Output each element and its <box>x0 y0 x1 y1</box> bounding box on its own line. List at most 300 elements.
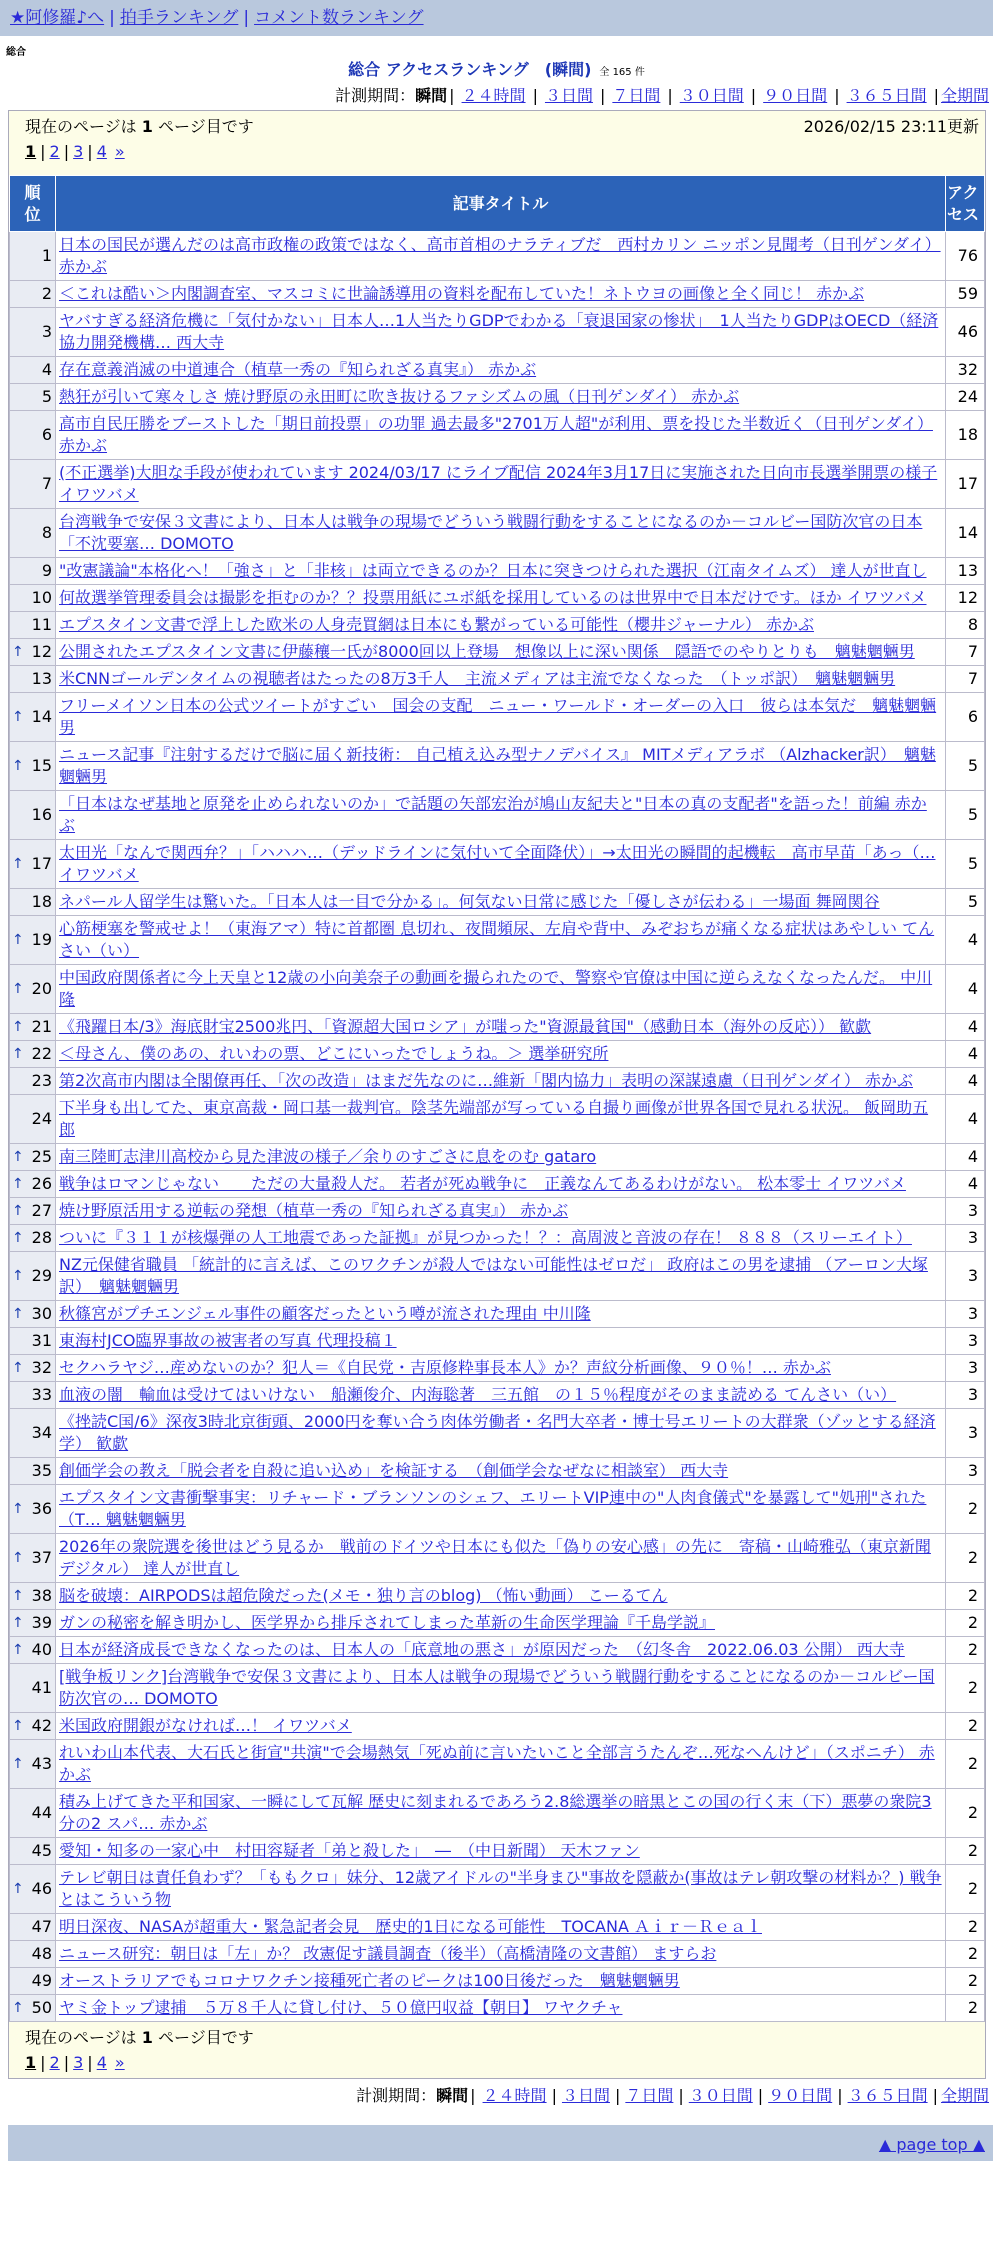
article-title-link[interactable]: 《飛躍日本/3》海底財宝2500兆円、「資源超大国ロシア」が嗤った"資源最貧国"（感動日本（海外の反応）） 歓歔 <box>59 1017 872 1036</box>
table-row <box>10 460 985 509</box>
title-cell <box>56 1225 946 1252</box>
rank-number: 42 <box>31 1716 52 1735</box>
rank-up-arrow-icon: ↑ <box>12 1615 24 1631</box>
rank-up-arrow-icon: ↑ <box>12 644 24 660</box>
rank-number: 13 <box>31 669 52 688</box>
rank-cell <box>10 1095 56 1144</box>
article-title-link[interactable]: 米国政府開銀がなければ…！ イワツバメ <box>59 1716 352 1735</box>
period-link-90d[interactable]: ９０日間 <box>763 86 828 105</box>
access-count: 18 <box>946 411 985 460</box>
period-label: 計測期間： <box>335 86 416 105</box>
title-cell <box>56 1637 946 1664</box>
ranking-header <box>0 60 993 84</box>
rank-cell <box>10 916 56 965</box>
title-cell <box>56 1198 946 1225</box>
rank-number: 44 <box>31 1803 52 1822</box>
table-row <box>10 1713 985 1740</box>
rank-number: 40 <box>31 1640 52 1659</box>
table-row <box>10 1382 985 1409</box>
period-link-3d[interactable]: ３日間 <box>561 2086 610 2105</box>
rank-cell <box>10 1968 56 1995</box>
access-count: 5 <box>946 840 985 889</box>
col-title-header: 記事タイトル <box>56 176 946 232</box>
access-count: 3 <box>946 1225 985 1252</box>
title-cell <box>56 1328 946 1355</box>
table-row <box>10 585 985 612</box>
title-cell <box>56 1355 946 1382</box>
title-cell <box>56 1144 946 1171</box>
rank-cell <box>10 585 56 612</box>
rank-cell <box>10 1409 56 1458</box>
article-title-link[interactable]: フリーメイソン日本の公式ツイートがすごい 国会の支配 ニュー・ワールド・オーダーの入口 彼らは本気だ 魑魅魍魎男 <box>59 696 937 737</box>
rank-cell <box>10 1198 56 1225</box>
current-page-text: 現在のページは 1 ページ目です <box>25 117 254 136</box>
article-title-link[interactable]: 日本が経済成長できなくなったのは、日本人の「底意地の悪さ」が原因だった （幻冬舎 2022.06.03 公開） 西大寺 <box>59 1640 905 1659</box>
rank-up-arrow-icon: ↑ <box>12 1176 24 1192</box>
page-next[interactable]: » <box>114 142 125 161</box>
article-title-link[interactable]: 中国政府関係者に今上天皇と12歳の小向美奈子の動画を撮られたので、警察や官僚は中国に逆らえなくなったんだ。 中川隆 <box>59 968 933 1009</box>
title-cell <box>56 281 946 308</box>
title-cell <box>56 1409 946 1458</box>
rank-cell <box>10 1838 56 1865</box>
article-title-link[interactable]: 「日本はなぜ基地と原発を止められないのか」で話題の矢部宏治が鳩山友紀夫と"日本の真の支配者"を語った！前編 赤かぶ <box>59 794 927 835</box>
article-title-link[interactable]: 2026年の衆院選を後世はどう見るか 戦前のドイツや日本にも似た「偽りの安心感」の先に 寄稿・山崎雅弘（東京新聞デジタル） 達人が世直し <box>59 1537 931 1578</box>
title-cell <box>56 308 946 357</box>
rank-cell <box>10 1328 56 1355</box>
page-link-2[interactable]: 2 <box>49 2053 60 2072</box>
table-row <box>10 1198 985 1225</box>
rank-number: 50 <box>31 1998 52 2017</box>
article-title-link[interactable]: "改憲議論"本格化へ！「強さ」と「非核」は両立できるのか？日本に突きつけられた選択（江南タイムズ） 達人が世直し <box>59 561 927 580</box>
rank-up-arrow-icon: ↑ <box>12 1203 24 1219</box>
article-title-link[interactable]: NZ元保健省職員 「統計的に言えば、このワクチンが殺人ではない可能性はゼロだ」 政府はこの男を逮捕 （アーロン大塚訳） 魑魅魍魎男 <box>59 1255 928 1296</box>
rank-number: 30 <box>31 1304 52 1323</box>
rank-number: 9 <box>41 561 52 580</box>
title-cell <box>56 1014 946 1041</box>
rank-number: 27 <box>31 1201 52 1220</box>
rank-number: 8 <box>41 523 52 542</box>
title-cell <box>56 1095 946 1144</box>
table-row <box>10 1301 985 1328</box>
rank-cell <box>10 509 56 558</box>
rank-cell <box>10 1252 56 1301</box>
period-link-all[interactable]: 全期間 <box>940 86 989 105</box>
title-cell <box>56 1789 946 1838</box>
rank-cell <box>10 1610 56 1637</box>
article-title-link[interactable]: 公開されたエプスタイン文書に伊藤穰一氏が8000回以上登場 想像以上に深い関係 隠語でのやりとりも 魑魅魍魎男 <box>59 642 915 661</box>
page-link-2[interactable]: 2 <box>49 142 60 161</box>
pagination-top: 1 | 2 | 3 | 4 » <box>25 142 125 161</box>
col-access-header: アクセス <box>946 176 985 232</box>
rank-cell <box>10 1995 56 2022</box>
rank-number: 39 <box>31 1613 52 1632</box>
rank-cell <box>10 1458 56 1485</box>
rank-number: 6 <box>41 425 52 444</box>
access-count: 4 <box>946 1095 985 1144</box>
rank-cell <box>10 1355 56 1382</box>
access-count: 2 <box>946 1664 985 1713</box>
page-next[interactable]: » <box>114 2053 125 2072</box>
current-page-text: 現在のページは 1 ページ目です <box>25 2028 254 2047</box>
title-cell <box>56 612 946 639</box>
title-cell <box>56 585 946 612</box>
article-title-link[interactable]: 焼け野原活用する逆転の発想（植草一秀の『知られざる真実』） 赤かぶ <box>59 1201 569 1220</box>
period-link-30d[interactable]: ３０日間 <box>688 2086 753 2105</box>
table-row <box>10 1144 985 1171</box>
title-cell <box>56 889 946 916</box>
page-current: 1 <box>25 142 37 161</box>
rank-number: 23 <box>31 1071 52 1090</box>
rank-up-arrow-icon: ↑ <box>12 1046 24 1062</box>
article-title-link[interactable]: 米CNNゴールデンタイムの視聴者はたったの8万3千人 主流メディアは主流でなくなった （トッポ訳） 魑魅魍魎男 <box>59 669 896 688</box>
rank-number: 38 <box>31 1586 52 1605</box>
table-row <box>10 889 985 916</box>
article-title-link[interactable]: エプスタイン文書衝撃事実：リチャード・ブランソンのシェフ、エリートVIP連中の"人肉食儀式"を暴露して"処刑"された（T… 魑魅魍魎男 <box>59 1488 927 1529</box>
table-row <box>10 1838 985 1865</box>
article-title-link[interactable]: 何故選挙管理委員会は撮影を拒むのか？？投票用紙にユポ紙を採用しているのは世界中で日本だけです。ほか イワツバメ <box>59 588 927 607</box>
access-count: 2 <box>946 1789 985 1838</box>
title-cell <box>56 1838 946 1865</box>
rank-number: 4 <box>41 360 52 379</box>
table-row <box>10 1041 985 1068</box>
table-row <box>10 1865 985 1914</box>
title-cell <box>56 639 946 666</box>
access-count: 2 <box>946 1610 985 1637</box>
article-title-link[interactable]: 東海村JCO臨界事故の被害者の写真 代理投稿１ <box>59 1331 397 1350</box>
total-count: 全 165 件 <box>599 67 645 78</box>
rank-number: 21 <box>31 1017 52 1036</box>
title-cell <box>56 1968 946 1995</box>
article-title-link[interactable]: ニュース研究：朝日は「左」か？ 改憲促す議員調査（後半）（高橋清隆の文書館） ますらお <box>59 1944 717 1963</box>
page-link-4[interactable]: 4 <box>96 2053 107 2072</box>
rank-cell <box>10 1865 56 1914</box>
rank-cell <box>10 612 56 639</box>
rank-number: 26 <box>31 1174 52 1193</box>
rank-cell <box>10 411 56 460</box>
article-title-link[interactable]: れいわ山本代表、大石氏と街宣"共演"で会場熱気「死ぬ前に言いたいこと全部言うたんぞ…死なへんけど」（スポニチ） 赤かぶ <box>59 1743 935 1784</box>
article-title-link[interactable]: オーストラリアでもコロナワクチン接種死亡者のピークは100日後だった 魑魅魍魎男 <box>59 1971 680 1990</box>
period-link-30d[interactable]: ３０日間 <box>679 86 744 105</box>
article-title-link[interactable]: 戦争はロマンじゃない ただの大量殺人だ。 若者が死ぬ戦争に 正義なんてあるわけがない。 松本零士 イワツバメ <box>59 1174 906 1193</box>
rank-up-arrow-icon: ↑ <box>12 1360 24 1376</box>
article-title-link[interactable]: 高市自民圧勝をブーストした「期日前投票」の功罪 過去最多"2701万人超"が利用、票を投じた半数近く（日刊ゲンダイ） 赤かぶ <box>59 414 933 455</box>
table-row <box>10 1664 985 1713</box>
article-title-link[interactable]: 愛知・知多の一家心中 村田容疑者「弟と殺した」 ― （中日新聞） 天木ファン <box>59 1841 640 1860</box>
article-title-link[interactable]: ガンの秘密を解き明かし、医学界から排斥されてしまった革新の生命医学理論『千島学説』 <box>59 1613 716 1632</box>
article-title-link[interactable]: 存在意義消滅の中道連合（植草一秀の『知られざる真実』） 赤かぶ <box>59 360 537 379</box>
ranking-frame <box>8 110 986 2079</box>
table-row <box>10 1740 985 1789</box>
access-count: 2 <box>946 1534 985 1583</box>
rank-cell <box>10 1740 56 1789</box>
period-link-7d[interactable]: ７日間 <box>625 2086 674 2105</box>
rank-up-arrow-icon: ↑ <box>12 1019 24 1035</box>
table-row <box>10 916 985 965</box>
rank-number: 19 <box>31 930 52 949</box>
article-title-link[interactable]: 南三陸町志津川高校から見た津波の様子／余りのすごさに息をのむ gataro <box>59 1147 597 1166</box>
table-row <box>10 281 985 308</box>
title-cell <box>56 1713 946 1740</box>
table-row <box>10 1328 985 1355</box>
rank-number: 33 <box>31 1385 52 1404</box>
period-selector: 計測期間：瞬間 | ２４時間 | ３日間 | ７日間 | ３０日間 | ９０日間 | ３６５日間 | 全期間 <box>335 86 989 105</box>
access-count: 46 <box>946 308 985 357</box>
access-count: 2 <box>946 1941 985 1968</box>
rank-cell <box>10 1789 56 1838</box>
table-row <box>10 742 985 791</box>
page-link-3[interactable]: 3 <box>73 2053 84 2072</box>
access-count: 2 <box>946 1583 985 1610</box>
period-selector-bottom: 計測期間：瞬間 | ２４時間 | ３日間 | ７日間 | ３０日間 | ９０日間 | ３６５日間 | 全期間 <box>356 2086 989 2105</box>
nav-separator: | <box>243 8 250 28</box>
rank-number: 41 <box>31 1678 52 1697</box>
rank-number: 2 <box>41 284 52 303</box>
access-count: 24 <box>946 384 985 411</box>
table-row <box>10 1583 985 1610</box>
access-count: 7 <box>946 639 985 666</box>
rank-number: 32 <box>31 1358 52 1377</box>
period-link-3d[interactable]: ３日間 <box>544 86 593 105</box>
access-count: 4 <box>946 1068 985 1095</box>
access-count: 4 <box>946 965 985 1014</box>
article-title-link[interactable]: 下半身も出してた、東京高裁・岡口基一裁判官。陰茎先端部が写っている自撮り画像が世界各国で見れる状況。 飯岡助五郎 <box>59 1098 929 1139</box>
rank-number: 16 <box>31 805 52 824</box>
title-cell <box>56 1485 946 1534</box>
article-title-link[interactable]: [戦争板リンク]台湾戦争で安保３文書により、日本人は戦争の現場でどういう戦闘行動をすることになるのか－コルビー国防次官の… DOMOTO <box>59 1667 935 1708</box>
article-title-link[interactable]: ヤバすぎる経済危機に「気付かない」日本人…1人当たりGDPでわかる「衰退国家の惨状」 1人当たりGDPはOECD（経済協力開発機構… 西大寺 <box>59 311 939 352</box>
page-link-4[interactable]: 4 <box>96 142 107 161</box>
rank-up-arrow-icon: ↑ <box>12 1230 24 1246</box>
ranking-table-body <box>10 232 985 2022</box>
rank-number: 20 <box>31 979 52 998</box>
title-cell <box>56 1941 946 1968</box>
access-count: 4 <box>946 916 985 965</box>
article-title-link[interactable]: 第2次高市内閣は全閣僚再任、「次の改造」はまだ先なのに…維新「閣内協力」表明の深謀遠慮（日刊ゲンダイ） 赤かぶ <box>59 1071 913 1090</box>
home-link[interactable]: ★阿修羅♪へ <box>10 8 105 28</box>
rank-cell <box>10 1534 56 1583</box>
page-top-link[interactable]: ▲ page top ▲ <box>878 2135 985 2154</box>
article-title-link[interactable]: 太田光「なんで関西弁？」「ハハハ…（デッドラインに気付いて全面降伏）」→太田光の瞬間的起機転 高市早苗「あっ（… イワツバメ <box>59 843 936 884</box>
article-title-link[interactable]: ニュース記事『注射するだけで脳に届く新技術： 自己植え込み型ナノデバイス』 MITメディアラボ （Alzhacker訳） 魑魅魍魎男 <box>59 745 936 786</box>
table-row <box>10 411 985 460</box>
rank-cell <box>10 384 56 411</box>
period-link-365d[interactable]: ３６５日間 <box>847 2086 928 2105</box>
table-row <box>10 639 985 666</box>
article-title-link[interactable]: ついに『３１１が核爆弾の人工地震であった証拠』が見つかった！？：高周波と音波の存在！ ８８８（スリーエイト） <box>59 1228 912 1247</box>
title-cell <box>56 232 946 281</box>
rank-up-arrow-icon: ↑ <box>12 1718 24 1734</box>
article-title-link[interactable]: セクハラヤジ…産めないのか？犯人＝《自民党・吉原修粋事長本人》か？声紋分析画像、９０％！… 赤かぶ <box>59 1358 831 1377</box>
title-cell <box>56 1583 946 1610</box>
update-timestamp: 2026/02/15 23:11更新 <box>803 117 979 136</box>
access-count: 2 <box>946 1865 985 1914</box>
table-row <box>10 965 985 1014</box>
title-cell <box>56 1740 946 1789</box>
article-title-link[interactable]: 秋篠宮がプチエンジェル事件の顧客だったという噂が流された理由 中川隆 <box>59 1304 591 1323</box>
article-title-link[interactable]: 熱狂が引いて寒々しさ 焼け野原の永田町に吹き抜けるファシズムの風（日刊ゲンダイ） 赤かぶ <box>59 387 740 406</box>
page-info-bottom <box>9 2022 985 2078</box>
access-count: 3 <box>946 1328 985 1355</box>
table-row <box>10 791 985 840</box>
rank-number: 45 <box>31 1841 52 1860</box>
article-title-link[interactable]: 血液の闇 輸血は受けてはいけない 船瀬俊介、内海聡著 三五館 の１５％程度がそのまま読める てんさい（い） <box>59 1385 897 1404</box>
table-row <box>10 384 985 411</box>
title-cell <box>56 1865 946 1914</box>
title-cell <box>56 509 946 558</box>
article-title-link[interactable]: エプスタイン文書で浮上した欧米の人身売買網は日本にも繋がっている可能性（櫻井ジャーナル） 赤かぶ <box>59 615 815 634</box>
rank-number: 15 <box>31 756 52 775</box>
title-cell <box>56 357 946 384</box>
rank-cell <box>10 1382 56 1409</box>
access-count: 6 <box>946 693 985 742</box>
rank-number: 17 <box>31 854 52 873</box>
footer-bar <box>8 2125 993 2161</box>
table-row <box>10 1095 985 1144</box>
col-rank-header: 順位 <box>10 176 56 232</box>
top-nav-bar <box>0 0 993 36</box>
table-row <box>10 666 985 693</box>
rank-number: 49 <box>31 1971 52 1990</box>
rank-up-arrow-icon: ↑ <box>12 1149 24 1165</box>
rank-up-arrow-icon: ↑ <box>12 856 24 872</box>
rank-number: 7 <box>41 474 52 493</box>
article-title-link[interactable]: 明日深夜、NASAが超重大・緊急記者会見 歴史的1日になる可能性 TOCANA Ａｉｒ－Ｒｅａｌ <box>59 1917 762 1936</box>
table-row <box>10 1789 985 1838</box>
rank-number: 37 <box>31 1548 52 1567</box>
rank-number: 5 <box>41 387 52 406</box>
access-count: 3 <box>946 1198 985 1225</box>
rank-cell <box>10 742 56 791</box>
period-label: 計測期間： <box>356 2086 437 2105</box>
title-cell <box>56 1458 946 1485</box>
page-link-3[interactable]: 3 <box>73 142 84 161</box>
table-row <box>10 1610 985 1637</box>
rank-number: 31 <box>31 1331 52 1350</box>
rank-number: 46 <box>31 1879 52 1898</box>
period-link-7d[interactable]: ７日間 <box>612 86 661 105</box>
article-title-link[interactable]: ＜母さん、僕のあの、れいわの票、どこにいったでしょうね。＞ 選挙研究所 <box>59 1044 609 1063</box>
table-row <box>10 509 985 558</box>
article-title-link[interactable]: 《挫読C国/6》深夜3時北京街頭、2000円を奪い合う肉体労働者・名門大卒者・博士号エリートの大群衆（ゾッとする経済学） 歓歔 <box>59 1412 936 1453</box>
rank-cell <box>10 1485 56 1534</box>
article-title-link[interactable]: テレビ朝日は責任負わず？「ももクロ」妹分、12歳アイドルの"半身まひ"事故を隠蔽か(事故はテレ朝攻撃の材料か？) 戦争とはこういう物 <box>59 1868 942 1909</box>
rank-up-arrow-icon: ↑ <box>12 1588 24 1604</box>
rank-cell <box>10 1014 56 1041</box>
access-count: 2 <box>946 1485 985 1534</box>
access-count: 4 <box>946 1171 985 1198</box>
rank-up-arrow-icon: ↑ <box>12 981 24 997</box>
clap-ranking-link[interactable]: 拍手ランキング <box>119 8 239 28</box>
table-row <box>10 840 985 889</box>
access-count: 2 <box>946 1914 985 1941</box>
title-cell <box>56 384 946 411</box>
period-link-90d[interactable]: ９０日間 <box>768 2086 833 2105</box>
table-row <box>10 1637 985 1664</box>
access-count: 3 <box>946 1301 985 1328</box>
rank-number: 14 <box>31 707 52 726</box>
access-count: 2 <box>946 1968 985 1995</box>
rank-cell <box>10 1941 56 1968</box>
rank-cell <box>10 281 56 308</box>
period-link-24h[interactable]: ２４時間 <box>482 2086 547 2105</box>
access-count: 2 <box>946 1838 985 1865</box>
page-title: 総合 アクセスランキング (瞬間) <box>348 60 592 79</box>
table-row <box>10 558 985 585</box>
access-count: 4 <box>946 1041 985 1068</box>
rank-up-arrow-icon: ↑ <box>12 932 24 948</box>
table-row <box>10 1068 985 1095</box>
pagination-bottom: 1 | 2 | 3 | 4 » <box>25 2053 125 2072</box>
rank-number: 34 <box>31 1423 52 1442</box>
table-row <box>10 1534 985 1583</box>
rank-cell <box>10 639 56 666</box>
period-link-24h[interactable]: ２４時間 <box>461 86 526 105</box>
access-count: 3 <box>946 1409 985 1458</box>
access-count: 17 <box>946 460 985 509</box>
access-count: 2 <box>946 1713 985 1740</box>
title-cell <box>56 1610 946 1637</box>
title-cell <box>56 1171 946 1198</box>
rank-up-arrow-icon: ↑ <box>12 2000 24 2016</box>
article-title-link[interactable]: 創価学会の教え「脱会者を自殺に追い込め」を検証する （創価学会なぜなに相談室） 西大寺 <box>59 1461 729 1480</box>
title-cell <box>56 666 946 693</box>
title-cell <box>56 460 946 509</box>
period-link-365d[interactable]: ３６５日間 <box>846 86 927 105</box>
article-title-link[interactable]: ネパール人留学生は驚いた。「日本人は一目で分かる」。何気ない日常に感じた「優しさが伝わる」一場面 舞岡関谷 <box>59 892 880 911</box>
period-link-all[interactable]: 全期間 <box>940 2086 989 2105</box>
table-row <box>10 232 985 281</box>
access-count: 4 <box>946 1014 985 1041</box>
article-title-link[interactable]: ＜これは酷い＞内閣調査室、マスコミに世論誘導用の資料を配布していた！ネトウヨの画像と全く同じ！ 赤かぶ <box>59 284 865 303</box>
article-title-link[interactable]: ヤミ金トップ逮捕 ５万８千人に貸し付け、５０億円収益【朝日】 ワヤクチャ <box>59 1998 623 2017</box>
article-title-link[interactable]: 台湾戦争で安保３文書により、日本人は戦争の現場でどういう戦闘行動をすることになるのか－コルビー国防次官の日本「不沈要塞… DOMOTO <box>59 512 923 553</box>
rank-cell <box>10 693 56 742</box>
rank-cell <box>10 1171 56 1198</box>
table-row <box>10 1171 985 1198</box>
access-count: 5 <box>946 889 985 916</box>
table-row <box>10 1995 985 2022</box>
rank-cell <box>10 460 56 509</box>
table-row <box>10 1968 985 1995</box>
table-row <box>10 308 985 357</box>
access-count: 13 <box>946 558 985 585</box>
rank-number: 3 <box>41 322 52 341</box>
rank-cell <box>10 1068 56 1095</box>
article-title-link[interactable]: (不正選挙)大胆な手段が使われています 2024/03/17 にライブ配信 2024年3月17日に実施された日向市長選挙開票の様子 イワツバメ <box>59 463 938 504</box>
article-title-link[interactable]: 日本の国民が選んだのは高市政権の政策ではなく、高市首相のナラティブだ 西村カリン ニッポン見聞考（日刊ゲンダイ） 赤かぶ <box>59 235 941 276</box>
rank-cell <box>10 1583 56 1610</box>
page-info-top <box>9 111 985 175</box>
access-count: 32 <box>946 357 985 384</box>
article-title-link[interactable]: 積み上げてきた平和国家、一瞬にして瓦解 歴史に刻まれるであろう2.8総選挙の暗黒とこの国の行く末（下）悪夢の衆院3分の2 スパ… 赤かぶ <box>59 1792 932 1833</box>
rank-up-arrow-icon: ↑ <box>12 758 24 774</box>
access-count: 5 <box>946 791 985 840</box>
rank-cell <box>10 1301 56 1328</box>
article-title-link[interactable]: 脳を破壊：AIRPODSは超危険だった(メモ・独り言のblog) （怖い動画） こーるてん <box>59 1586 668 1605</box>
comment-ranking-link[interactable]: コメント数ランキング <box>254 8 424 28</box>
rank-cell <box>10 357 56 384</box>
title-cell <box>56 411 946 460</box>
rank-cell <box>10 889 56 916</box>
rank-up-arrow-icon: ↑ <box>12 1756 24 1772</box>
rank-up-arrow-icon: ↑ <box>12 1550 24 1566</box>
rank-cell <box>10 1041 56 1068</box>
article-title-link[interactable]: 心筋梗塞を警戒せよ！（東海アマ）特に首都圏 息切れ、夜間頻尿、左肩や背中、みぞおちが痛くなる症状はあやしい てんさい（い） <box>59 919 935 960</box>
rank-number: 18 <box>31 892 52 911</box>
rank-up-arrow-icon: ↑ <box>12 709 24 725</box>
table-row <box>10 1458 985 1485</box>
title-cell <box>56 1534 946 1583</box>
